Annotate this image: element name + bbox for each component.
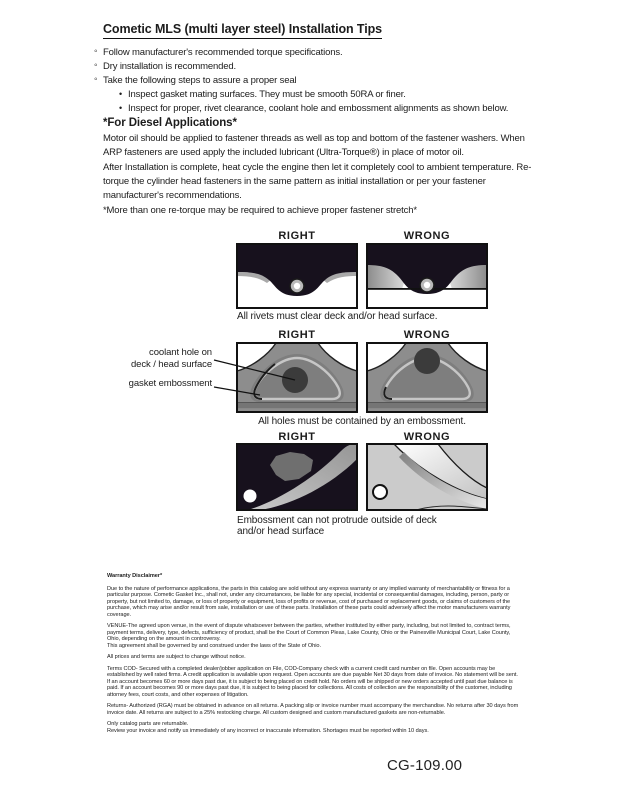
diesel-paragraph: After Installation is complete, heat cycle the engine then let it completely cool to ambient temperature. Re-torque the cylinder head fasteners in the same pattern as initial installation or per your fastener manufacturer's recommendations. bbox=[103, 162, 532, 202]
diesel-heading: *For Diesel Applications* bbox=[103, 117, 237, 129]
diesel-paragraph: Motor oil should be applied to fastener threads as well as top and bottom of the fastener washers. When ARP fasteners are used apply the included lubricant (Ultra-Torque®) in place of motor oil. bbox=[103, 133, 525, 159]
tip-text: Inspect gasket mating surfaces. They must be smooth 50RA or finer. bbox=[128, 89, 406, 100]
retorque-note: *More than one re-torque may be required to achieve proper fastener stretch* bbox=[103, 205, 417, 216]
right-label: RIGHT bbox=[278, 431, 316, 443]
wrong-label: WRONG bbox=[403, 230, 451, 242]
holes-wrong-diagram bbox=[366, 342, 488, 413]
solid-bullet-icon bbox=[119, 89, 128, 100]
protrude-wrong-diagram bbox=[366, 443, 488, 511]
coolant-hole-label: coolant hole on deck / head surface bbox=[130, 347, 212, 370]
rivet-caption: All rivets must clear deck and/or head surface. bbox=[237, 311, 438, 322]
legal-paragraph: All prices and terms are subject to change without notice. bbox=[107, 654, 246, 660]
legal-header: Warranty Disclaimer* bbox=[107, 573, 163, 579]
open-bullet-icon bbox=[94, 47, 103, 58]
wrong-label: WRONG bbox=[403, 329, 451, 341]
protrude-caption: Embossment can not protrude outside of deck and/or head surface bbox=[237, 515, 437, 537]
tip-text: Inspect for proper, rivet clearance, coolant hole and embossment alignments as shown below. bbox=[128, 103, 509, 114]
tip-item bbox=[94, 47, 342, 58]
legal-paragraph: Returns- Authorized (RGA) must be obtained in advance on all returns. A packing slip or invoice number must accompany the merchandise. No returns after 30 days from invoice date. All returns are subject to a 25% restocking charge. All custom designed and custom manufactured gaskets are non-returnable. bbox=[107, 703, 519, 716]
tip-subitem bbox=[119, 89, 406, 100]
rivet-wrong-diagram bbox=[366, 243, 488, 309]
tip-subitem bbox=[119, 103, 508, 114]
page-title: Cometic MLS (multi layer steel) Installation Tips bbox=[103, 22, 382, 39]
gasket-embossment-label: gasket embossment bbox=[128, 378, 212, 389]
holes-caption: All holes must be contained by an embossment. bbox=[258, 416, 466, 427]
tip-text: Dry installation is recommended. bbox=[103, 61, 237, 72]
open-bullet-icon bbox=[94, 61, 103, 72]
page-code: CG-109.00 bbox=[387, 757, 463, 774]
right-label: RIGHT bbox=[278, 329, 316, 341]
legal-paragraph: Due to the nature of performance applications, the parts in this catalog are sold without any express warranty or any implied warranty of merchantability or fitness for a particular purpose. Cometic Gasket Inc., shall not, under any circumstances, be liable for any special, incidental or consequential damages, including, person, party or property, but not limited to, damage, or loss of property or equipment, loss of profits or revenue, cost of purchased or replacement goods, or claims of customers of the purchase, which may arise and/or result from sale, installation or use of these parts. Installation of these parts could adversely affect the motor manufacturers warranty coverage. bbox=[107, 585, 511, 618]
wrong-label: WRONG bbox=[403, 431, 451, 443]
holes-right-diagram bbox=[236, 342, 358, 413]
protrude-right-diagram bbox=[236, 443, 358, 511]
solid-bullet-icon bbox=[119, 103, 128, 114]
legal-paragraph: VENUE-The agreed upon venue, in the event of dispute whatsoever between the parties, whether instituted by either party, including, but not limited to, contract terms, payment terms, delivery, type, defects, sufficiency of product, shall be the Court of Common Pleas, Lake County, Ohio or the Painesville Municipal Court, Lake County, Ohio, depending on the amount in controversy. This agreement shall be governed by and construed under the laws of the State of Ohio. bbox=[107, 623, 511, 649]
tip-text: Take the following steps to assure a proper seal bbox=[103, 75, 297, 86]
open-bullet-icon bbox=[94, 75, 103, 86]
tip-text: Follow manufacturer's recommended torque specifications. bbox=[103, 47, 343, 58]
warranty-disclaimer bbox=[107, 573, 519, 739]
right-label: RIGHT bbox=[278, 230, 316, 242]
rivet-right-diagram bbox=[236, 243, 358, 309]
legal-paragraph: Terms COD- Secured with a completed dealer/jobber application on File, COD-Company check with a current credit card number on file. Open accounts may be established by well rated firms. A credit application is available upon request. Open accounts are due payable Net 30 days from date of invoice. No statement will be sent. If an account becomes 60 or more days past due, it is subject to being placed on credit hold. No orders will be shipped or new orders accepted until past due balance is paid. If an account becomes 90 or more days past due, it is subject to being placed for collections. All costs of collection are the responsibility of the customer, including attorney fees, court costs, and other expenses of litigation. bbox=[107, 665, 518, 698]
legal-paragraph: Only catalog parts are returnable. Review your invoice and notify us immediately of any incorrect or inaccurate information. Shortages must be reported within 10 days. bbox=[107, 721, 429, 734]
tip-item bbox=[94, 61, 236, 72]
tip-item bbox=[94, 75, 296, 86]
